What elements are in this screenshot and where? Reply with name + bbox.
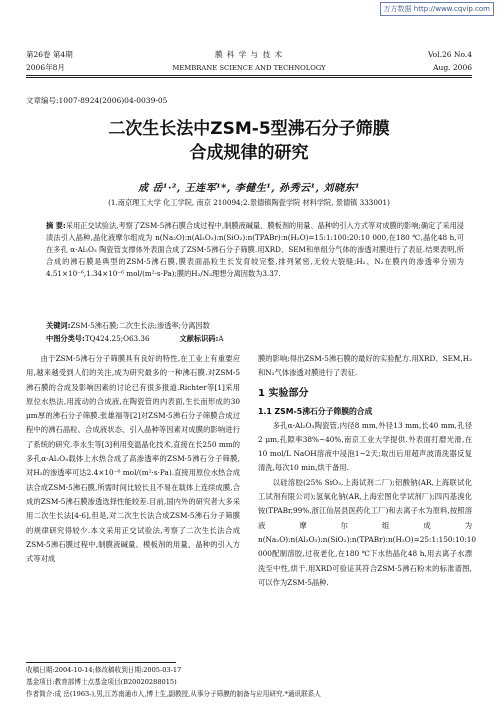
footnote-rule	[26, 662, 176, 663]
clc-number: TQ424.25;O63.36	[84, 334, 150, 343]
doc-code-label: 文献标识码:	[179, 334, 219, 343]
left-column	[26, 352, 240, 566]
author-list: 成 岳¹·², 王连军¹*, 李健生¹, 孙秀云¹, 刘晓东¹	[138, 183, 360, 194]
classification	[46, 333, 464, 345]
author-affiliation: (1.南京理工大学 化工学院, 南京 210094;2.景德镇陶瓷学院 材料学院, 景德镇 333001)	[108, 198, 390, 207]
header-volume-en: Vol.26 No.4	[427, 50, 472, 59]
intro-paragraph-continued: 膜的影响;得出ZSM-5沸石膜的最好的实验配方.用XRD、SEM,H₂和N₂气体渗透对膜进行了表征.	[258, 354, 473, 378]
keywords	[46, 320, 464, 332]
keywords-text: ZSM-5沸石膜;二次生长法;渗透率;分离因数	[70, 321, 210, 330]
footnote-received: 收稿日期:2004-10-14;修改稿收到日期:2005-03-17	[26, 666, 182, 674]
header-rule-bottom	[26, 77, 472, 78]
header-date-en: Aug. 2006	[433, 63, 472, 72]
keywords-label: 关键词:	[46, 321, 71, 330]
doc-code: A	[218, 334, 224, 343]
paper-title-line1: 二次生长法中ZSM-5型沸石分子筛膜	[108, 119, 390, 139]
clc-label: 中图分类号:	[46, 334, 85, 343]
intro-paragraph: 由于ZSM-5沸石分子筛膜具有良好的特性,在工业上有重要应用,越来越受到人们的关注,成为研究最多的一种沸石膜.对ZSM-5沸石膜的合成及影响因素的讨论已有很多报道.Richter等[1]采用原位水热法,用流动的合成液,在陶瓷管的内表面,生长而形成的30 μm厚的沸石分子筛膜.张雄福等[2]对ZSM-5沸石分子筛膜合成过程中的沸石晶粒、合成液状态、引入晶种等因素对成膜的影响进行了系统的研究.李永生等[3]利用变温晶化技术,直接在长250 mm的多孔α-Al₂O₃载体上水热合成了高渗透率的ZSM-5沸石分子筛膜,对H₂的渗透率可达2.4×10⁻⁶ mol/(m²·s·Pa).直接用原位水热合成法合成ZSM-5沸石膜,所需时间比较长且不易在载体上连续成膜,合成的ZSM-5沸石膜渗透选择性能较差.目前,国内外的研究者大多采用二次生长法[4-6],但是,对二次生长法合成ZSM-5沸石分子筛膜的规律研究得较少.本文采用正交试验法,考察了二次生长法合成ZSM-5沸石膜过程中,制膜液碱量、模板剂的用量、晶种的引入方式等对成	[26, 354, 240, 564]
abstract-label: 摘 要:	[46, 221, 66, 230]
experiment-paragraph-2: 以硅溶胶(25% SiO₂,上海试剂二厂);铝酸钠(AR,上海联试化工试剂有限公司);氢氧化钠(AR,上海宏图化学试剂厂);四丙基溴化铵(TPABr,99%,浙江仙居县医药化工厂)和去离子水为原料,按照溶液摩尔组成为 n(Na₂O):n(Al₂O₃):n(SiO₂):n(TPABr):n(H₂O)=25:1:150:10:10 000配制溶胶,过夜老化,在180 ℃下水热晶化48 h,用去离子水漂洗至中性,烘干.用XRD可验证其符合ZSM-5沸石粉末的标准谱图,可以作为ZSM-5晶种.	[258, 477, 476, 587]
header-date-cn: 2006年8月	[26, 63, 65, 72]
article-number: 文章编号:1007-8924(2006)04-0039-05	[26, 96, 168, 105]
paper-title-line2: 合成规律的研究	[189, 143, 309, 163]
section-heading: 1 实验部分	[258, 387, 309, 399]
abstract	[46, 220, 464, 280]
header-journal-cn: 膜 科 学 与 技 术	[215, 50, 283, 59]
header-journal-en: MEMBRANE SCIENCE AND TECHNOLOGY	[172, 64, 326, 72]
header-rule-top	[26, 75, 472, 76]
source-stamp: 万方数据 http://www.cqvip.com	[380, 2, 494, 16]
abstract-text: 采用正交试验法,考察了ZSM-5沸石膜合成过程中,制膜液碱量、膜板剂的用量、晶种的引入方式等对成膜的影响;确定了采用浸渍法引入晶种,晶化液摩尔组成为 n(Na₂O):n(Al₂O₃):n(SiO₂):n(TPABr):n(H₂O)=15:1:100:20:10 000,在180 ℃,晶化48 h,可在多孔 α-Al₂O₃ 陶瓷管支撑体外表面合成了ZSM-5沸石分子筛膜.用XRD、SEM和单组分气体的渗透对膜进行了表征.结果表明,所合成的沸石膜是典型的ZSM-5沸石膜,膜表面晶粒生长发育较完整,排列紧密,无较大裂缝;H₂、N₂在膜内的渗透率分别为 4.51×10⁻⁶,1.34×10⁻⁶ mol/(m²·s·Pa);膜的H₂/N₂理想分离因数为3.37.	[46, 221, 464, 279]
footnote-author: 作者简介:成 岳(1963-),男,江苏南通市人,博士生,副教授,从事分子筛膜的制备与应用研究.*通讯联系人	[26, 690, 321, 698]
subsection-heading: 1.1 ZSM-5沸石分子筛膜的合成	[258, 406, 373, 416]
footnote-fund: 基金项目:教育部博士点基金项目(B20020288015)	[26, 678, 177, 686]
right-column	[258, 352, 476, 590]
experiment-paragraph-1: 多孔α-Al₂O₃陶瓷管,内径8 mm,外径13 mm,长40 mm,孔径2 μm,孔隙率38%~40%,南京工业大学提供.外表面打磨光滑,在10 mol/L NaOH溶液中浸泡1~2天;取出后用超声波清洗器反复清洗,每次10 min,烘干备用.	[258, 420, 472, 473]
header-volume-cn: 第26卷 第4期	[26, 50, 73, 59]
